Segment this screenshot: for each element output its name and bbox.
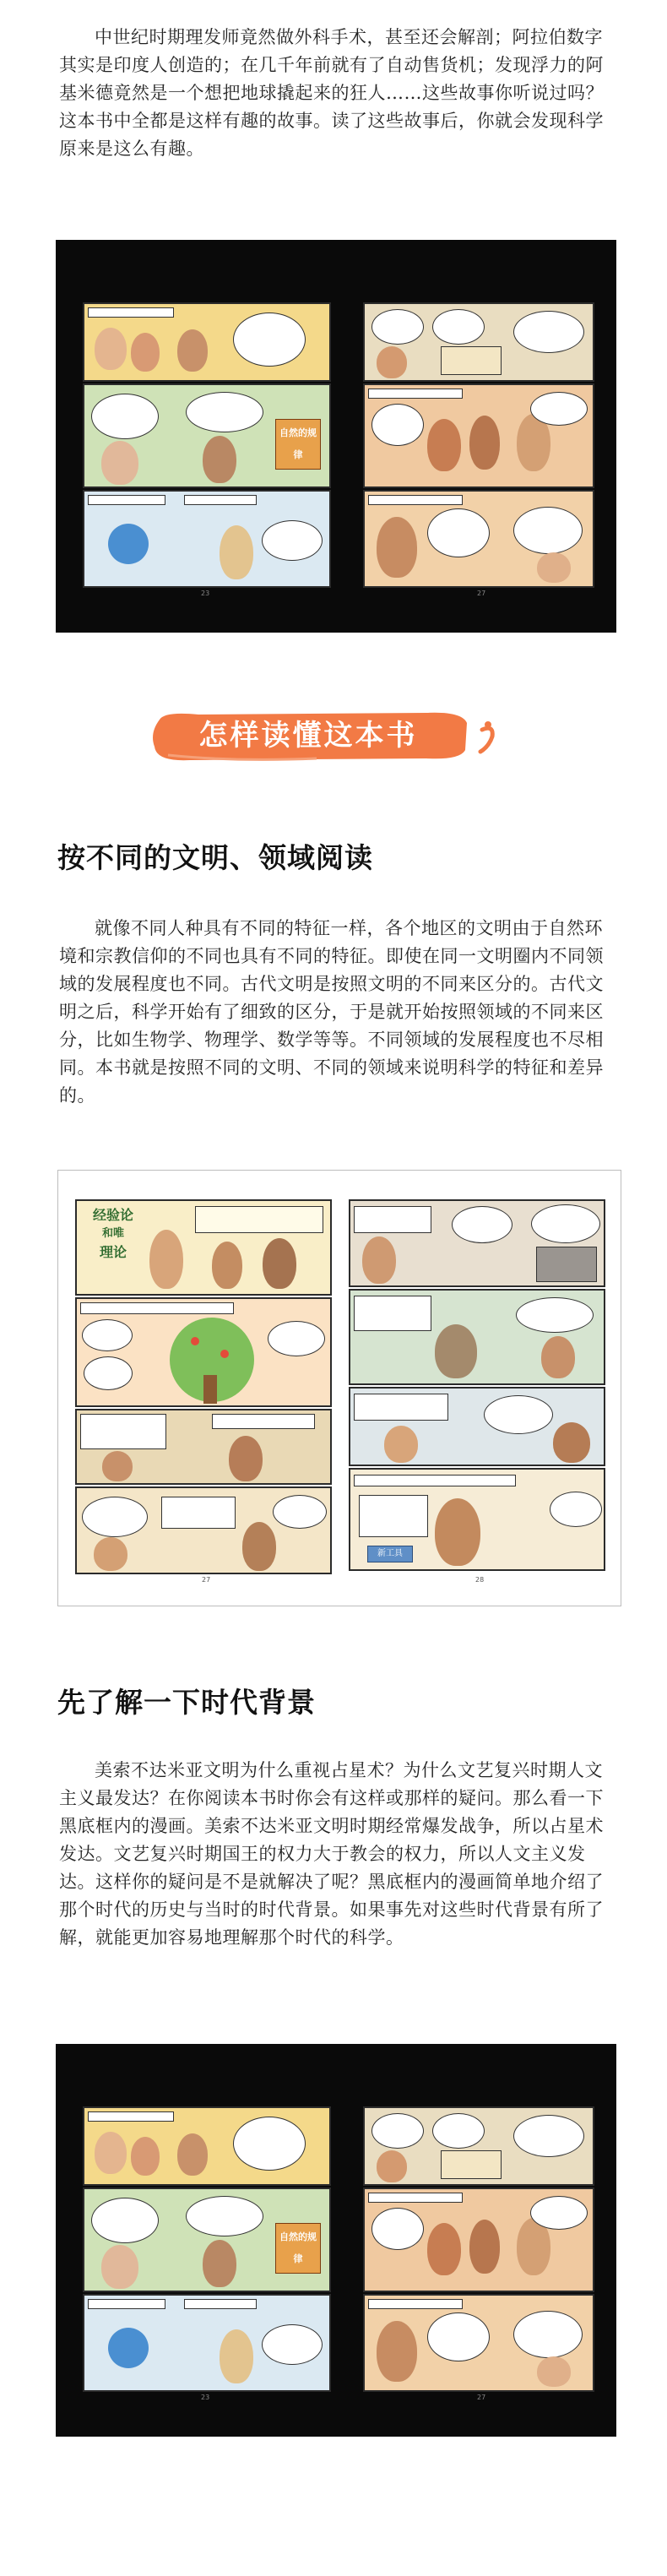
comic-spread-3 [56, 2044, 616, 2437]
comic-left-page: 经验论 和唯 理论 27 [75, 1199, 337, 1588]
comic-panel [83, 490, 331, 588]
comic-left-page: 自然的规律 23 [83, 302, 334, 601]
comic-panel [349, 1289, 605, 1385]
comic-panel [83, 302, 331, 382]
comic-panel [363, 2294, 594, 2392]
comic-badge: 自然的规律 [275, 419, 321, 470]
comic-badge: 自然的规律 [275, 2223, 321, 2274]
comic-panel [83, 383, 331, 488]
comic-panel [363, 2106, 594, 2186]
comic-panel [75, 1409, 332, 1485]
comic-right-page: 新工具 28 [349, 1199, 609, 1588]
comic-title: 经验论 和唯 理论 [92, 1207, 133, 1260]
comic-panel [349, 1468, 605, 1571]
comic-spread-2 [57, 1170, 621, 1606]
comic-panel [83, 2106, 331, 2186]
comic-panel [75, 1199, 332, 1296]
banner-title: 怎样读懂这本书 [198, 719, 418, 753]
comic-panel [349, 1199, 605, 1287]
comic-panel [349, 1387, 605, 1466]
section-banner [148, 708, 519, 764]
comic-panel [363, 302, 594, 382]
comic-panel [75, 1297, 332, 1407]
comic-panel [363, 490, 594, 588]
comic-panel [75, 1486, 332, 1574]
section-heading-civilizations: 按不同的文明、领域阅读 [57, 841, 373, 874]
section2-paragraph: 美索不达米亚文明为什么重视占星术？为什么文艺复兴时期人文主义最发达？在你阅读本书时你会有这样或那样的疑问。那么看一下黑底框内的漫画。美索不达米亚文明时期经常爆发战争，所以占星术发达。文艺复兴时期国王的权力大于教会的权力，所以人文主义发达。这样你的疑问是不是就解决了呢？黑底框内的漫画简单地介绍了那个时代的历史与当时的时代背景。如果事先对这些时代背景有所了解，就能更加容易地理解那个时代的科学。 [59, 1760, 604, 1948]
comic-panel [83, 2187, 331, 2292]
comic-panel [363, 383, 594, 488]
intro-paragraph: 中世纪时期理发师竟然做外科手术，甚至还会解剖；阿拉伯数字其实是印度人创造的；在几千年前就有了自动售货机；发现浮力的阿基米德竟然是一个想把地球撬起来的狂人……这些故事你听说过吗？这本书中全都是这样有趣的故事。读了这些故事后，你就会发现科学原来是这么有趣。 [59, 27, 604, 159]
comic-right-page: 27 [363, 302, 608, 601]
comic-right-page: 27 [363, 2106, 608, 2405]
comic-spread-1 [56, 240, 616, 633]
comic-tag: 新工具 [367, 1546, 413, 1562]
comic-left-page: 自然的规律 23 [83, 2106, 334, 2405]
comic-panel [363, 2187, 594, 2292]
section-heading-background: 先了解一下时代背景 [57, 1686, 316, 1719]
comic-panel [83, 2294, 331, 2392]
section1-paragraph: 就像不同人种具有不同的特征一样，各个地区的文明由于自然环境和宗教信仰的不同也具有不同的特征。即使在同一文明圈内不同领域的发展程度也不同。古代文明是按照文明的不同来区分的。古代文明之后，科学开始有了细致的区分，于是就开始按照领域的不同来区分，比如生物学、物理学、数学等等。不同领域的发展程度也不尽相同。本书就是按照不同的文明、不同的领域来说明科学的特征和差异的。 [59, 918, 604, 1106]
